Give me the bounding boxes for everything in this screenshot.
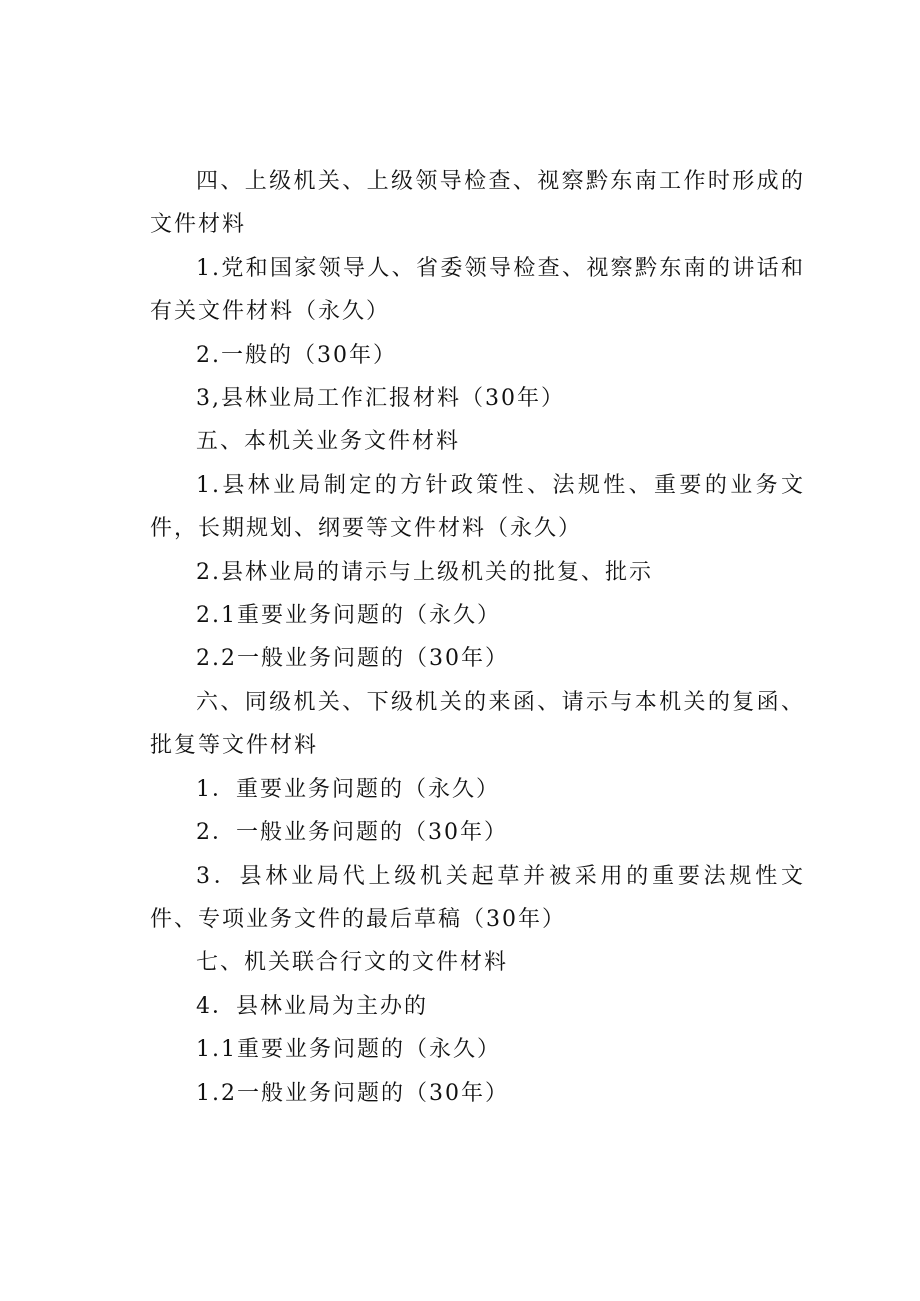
list-item: 1.党和国家领导人、省委领导检查、视察黔东南的讲话和有关文件材料（永久）	[150, 255, 805, 325]
list-item: 1.2一般业务问题的（30年）	[196, 1080, 509, 1106]
section-heading-4: 四、上级机关、上级领导检查、视察黔东南工作时形成的文件材料	[150, 169, 805, 238]
document-body	[150, 160, 805, 1115]
list-item: 1.1重要业务问题的（永久）	[196, 1037, 501, 1063]
section-heading-6: 六、同级机关、下级机关的来函、请示与本机关的复函、批复等文件材料	[150, 689, 805, 759]
section-heading-7: 七、机关联合行文的文件材料	[196, 950, 509, 976]
list-item: 2.2一般业务问题的（30年）	[196, 646, 509, 672]
list-item: 1.县林业局制定的方针政策性、法规性、重要的业务文件，长期规划、纲要等文件材料（永久）	[150, 472, 805, 542]
list-item: 2.县林业局的请示与上级机关的批复、批示	[196, 559, 653, 585]
list-item: 3．县林业局代上级机关起草并被采用的重要法规性文件、专项业务文件的最后草稿（30年）	[150, 863, 805, 932]
list-item: 3,县林业局工作汇报材料（30年）	[196, 386, 565, 412]
list-item: 2．一般业务问题的（30年）	[196, 820, 508, 846]
list-item: 4．县林业局为主办的	[196, 993, 428, 1019]
list-item: 2.1重要业务问题的（永久）	[196, 603, 501, 629]
list-item: 1．重要业务问题的（永久）	[196, 776, 500, 802]
section-heading-5: 五、本机关业务文件材料	[196, 429, 461, 455]
list-item: 2.一般的（30年）	[196, 342, 397, 368]
